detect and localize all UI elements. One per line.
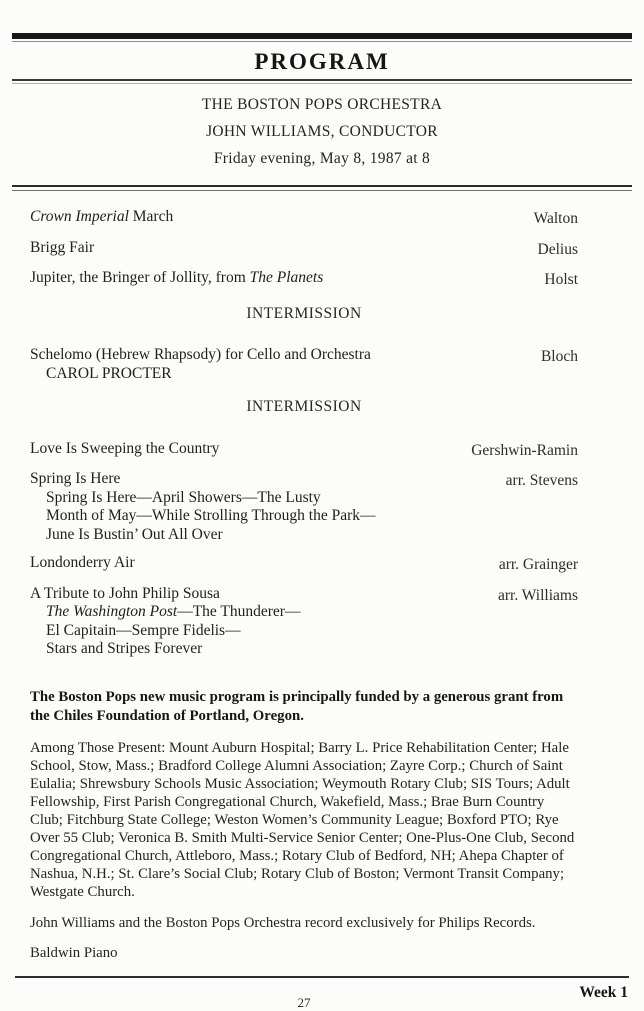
piece-title <box>30 585 498 604</box>
piece-title-block <box>30 208 534 229</box>
piece-title <box>30 208 534 227</box>
piece-title-block <box>30 239 538 260</box>
top-rule <box>12 33 632 42</box>
text-run: El Capitain—Sempre Fidelis— <box>46 621 241 639</box>
program-item <box>30 239 578 260</box>
piece-title-block <box>30 269 544 290</box>
text-run: Spring Is Here—April Showers—The Lusty <box>46 488 321 506</box>
composer-name: Holst <box>544 271 578 288</box>
program-list <box>0 191 644 659</box>
piece-subline <box>30 622 498 641</box>
week-label: Week 1 <box>579 983 628 1001</box>
piece-title-block <box>30 554 499 575</box>
piece-title-block <box>30 346 541 383</box>
among-those-present: Among Those Present: Mount Auburn Hospital; Barry L. Price Rehabilitation Center; Hale School, Stow, Mass.; Bradford College Alumni Association; Zayre Corp.; Church of Saint Eulalia; Shrewsbury Schools Music Association; Weymouth Rotary Club; SIS Tours; Adult Fellowship, First Parish Congregational Church, Wakefield, Mass.; Brae Burn Country Club; Fitchburg State College; Weston Women’s Community League; Boxford PTO; Rye Over 55 Club; Veronica B. Smith Multi-Service Senior Center; One-Plus-One Club, Second Congregational Church, Attleboro, Mass.; Rotary Club of Bedford, NH; Ahepa Chapter of Nashua, N.H.; St. Clare’s Social Club; Rotary Club of Boston; Vermont Transit Company; Westgate Church. <box>30 739 575 900</box>
piece-subline <box>30 489 506 508</box>
text-run: A Tribute to John Philip Sousa <box>30 584 220 602</box>
footer <box>0 978 644 1011</box>
philips-records-note: John Williams and the Boston Pops Orchestra record exclusively for Philips Records. <box>30 914 536 931</box>
text-run: Schelomo (Hebrew Rhapsody) for Cello and Orchestra <box>30 346 371 363</box>
composer-name: arr. Stevens <box>505 472 578 489</box>
piece-title-block <box>30 585 498 659</box>
performer-name: CAROL PROCTER <box>46 364 172 382</box>
text-run: —The Thunderer— <box>177 603 301 620</box>
piece-subline <box>30 603 498 622</box>
piece-subline <box>30 526 506 545</box>
piece-title-block <box>30 440 471 461</box>
title-rule <box>12 79 632 84</box>
piece-title <box>30 440 471 459</box>
italic-text-run: Crown Imperial <box>30 208 129 225</box>
program-item <box>30 585 578 659</box>
intermission-label: INTERMISSION <box>246 398 362 415</box>
piece-title <box>30 554 499 573</box>
composer-name: arr. Williams <box>497 586 578 604</box>
composer-name: Gershwin-Ramin <box>471 441 578 459</box>
piece-title <box>30 346 541 365</box>
concert-date: Friday evening, May 8, 1987 at 8 <box>213 150 431 167</box>
orchestra-name: THE BOSTON POPS ORCHESTRA <box>201 96 443 113</box>
text-run: Month of May—While Strolling Through the Park— <box>46 507 376 524</box>
baldwin-piano-note: Baldwin Piano <box>30 944 118 961</box>
program-item <box>30 470 578 544</box>
piece-title <box>30 470 506 489</box>
text-run: Spring Is Here <box>30 470 121 487</box>
piece-title-block <box>30 470 506 544</box>
italic-text-run: The Planets <box>249 269 324 286</box>
conductor-name: JOHN WILLIAMS, CONDUCTOR <box>206 123 438 140</box>
intermission-label: INTERMISSION <box>246 304 362 322</box>
concert-header <box>0 96 644 168</box>
piece-title <box>30 239 538 258</box>
text-run: June Is Bustin’ Out All Over <box>46 525 223 543</box>
program-item <box>30 440 578 461</box>
piece-subline <box>30 507 506 526</box>
piece-title <box>30 269 544 288</box>
page-title: PROGRAM <box>254 49 390 74</box>
text-run: March <box>128 208 174 225</box>
text-run: Love Is Sweeping the Country <box>30 439 220 457</box>
program-item <box>30 554 578 575</box>
page-number: 27 <box>297 994 311 1010</box>
text-run: Stars and Stripes Forever <box>46 640 203 657</box>
text-run: Londonderry Air <box>30 554 135 571</box>
program-item <box>30 208 578 229</box>
composer-name: Walton <box>533 210 578 227</box>
text-run: Brigg Fair <box>30 238 95 256</box>
notes-section <box>0 688 644 962</box>
composer-name: Delius <box>537 240 578 258</box>
funding-note: The Boston Pops new music program is principally funded by a generous grant from the Chiles Foundation of Portland, Oregon. <box>30 688 564 724</box>
text-run: Jupiter, the Bringer of Jollity, from <box>30 269 250 286</box>
piece-subline <box>30 640 498 659</box>
composer-name: arr. Grainger <box>498 556 578 573</box>
program-item <box>30 269 578 290</box>
program-item <box>30 346 578 383</box>
composer-name: Bloch <box>540 348 578 365</box>
italic-text-run: The Washington Post <box>46 603 178 620</box>
